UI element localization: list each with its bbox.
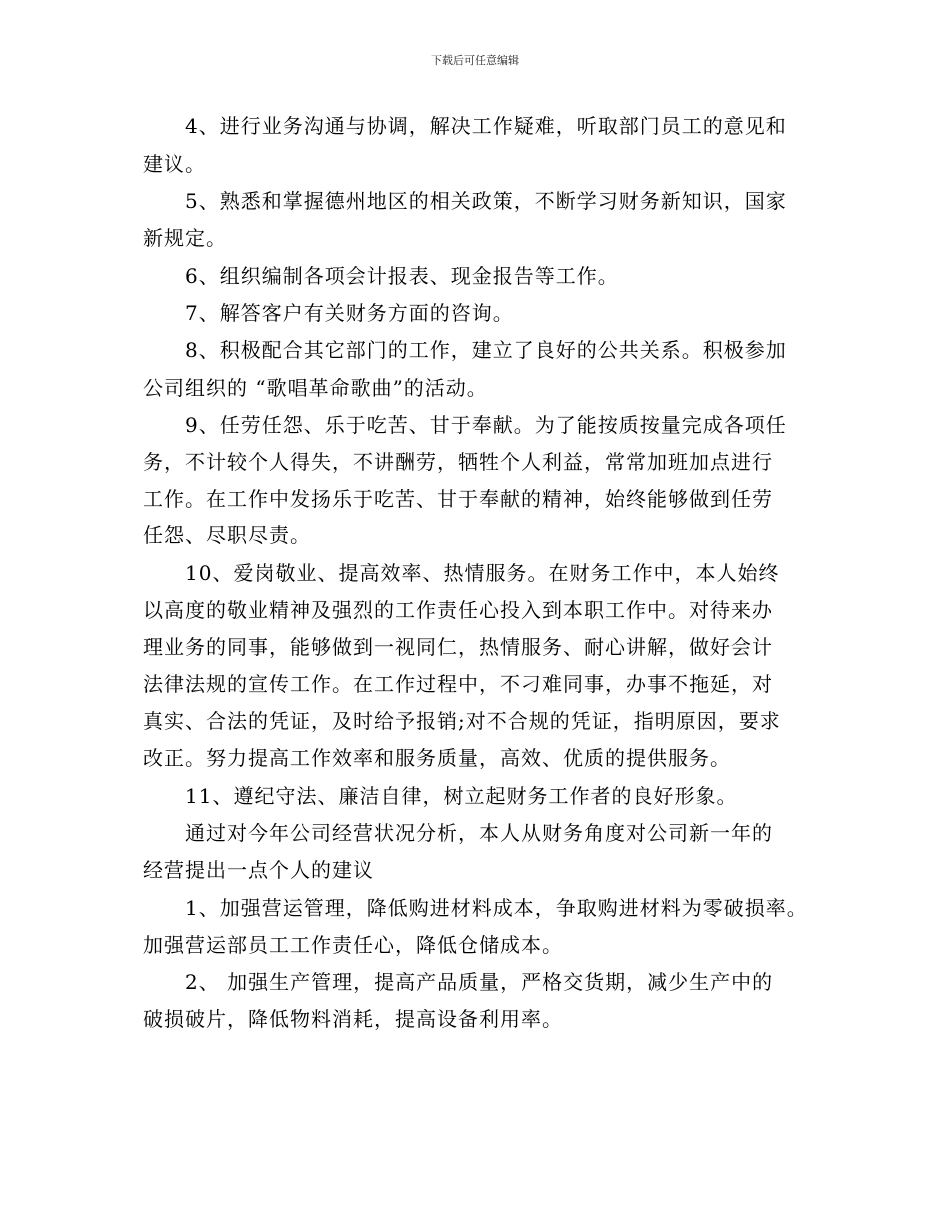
text-line: 4、进行业务沟通与协调，解决工作疑难，听取部门员工的意见和 (185, 114, 787, 138)
text-line: 2、 加强生产管理，提高产品质量，严格交货期，减少生产中的 (185, 970, 774, 994)
text-line: 任怨、尽职尽责。 (143, 523, 311, 547)
text-line: 以高度的敬业精神及强烈的工作责任心投入到本职工作中。对待来办 (143, 598, 773, 622)
text-line: 公司组织的 “歌唱革命歌曲”的活动。 (143, 376, 488, 400)
text-line: 8、积极配合其它部门的工作，建立了良好的公共关系。积极参加 (185, 338, 787, 362)
text-line: 5、熟悉和掌握德州地区的相关政策，不断学习财务新知识，国家 (185, 189, 787, 213)
text-line: 理业务的同事，能够做到一视同仁，热情服务、耐心讲解，做好会计 (143, 635, 773, 659)
text-line: 7、解答客户有关财务方面的咨询。 (185, 301, 514, 325)
text-line: 破损破片，降低物料消耗，提高设备利用率。 (143, 1007, 563, 1031)
text-line: 通过对今年公司经营状况分析，本人从财务角度对公司新一年的 (185, 821, 773, 845)
page-header: 下载后可任意编辑 (431, 54, 519, 67)
text-line: 加强营运部员工工作责任心，降低仓储成本。 (143, 933, 563, 957)
text-line: 法律法规的宣传工作。在工作过程中，不刁难同事，办事不拖延，对 (143, 672, 773, 696)
text-line: 新规定。 (143, 226, 227, 250)
text-line: 工作。在工作中发扬乐于吃苦、甘于奉献的精神，始终能够做到任劳 (143, 487, 773, 511)
text-line: 真实、合法的凭证，及时给予报销;对不合规的凭证，指明原因，要求 (143, 709, 781, 733)
text-line: 经营提出一点个人的建议 (143, 858, 374, 882)
text-line: 11、遵纪守法、廉洁自律，树立起财务工作者的良好形象。 (185, 784, 738, 808)
text-line: 务，不计较个人得失，不讲酬劳，牺牲个人利益，常常加班加点进行 (143, 450, 773, 474)
text-line: 9、任劳任怨、乐于吃苦、甘于奉献。为了能按质按量完成各项任 (185, 413, 787, 437)
text-line: 1、加强营运管理，降低购进材料成本，争取购进材料为零破损率。 (185, 896, 808, 920)
text-line: 建议。 (143, 152, 206, 176)
text-line: 6、组织编制各项会计报表、现金报告等工作。 (185, 264, 619, 288)
text-line: 10、爱岗敬业、提高效率、热情服务。在财务工作中，本人始终 (185, 561, 780, 585)
text-line: 改正。努力提高工作效率和服务质量，高效、优质的提供服务。 (143, 746, 731, 770)
